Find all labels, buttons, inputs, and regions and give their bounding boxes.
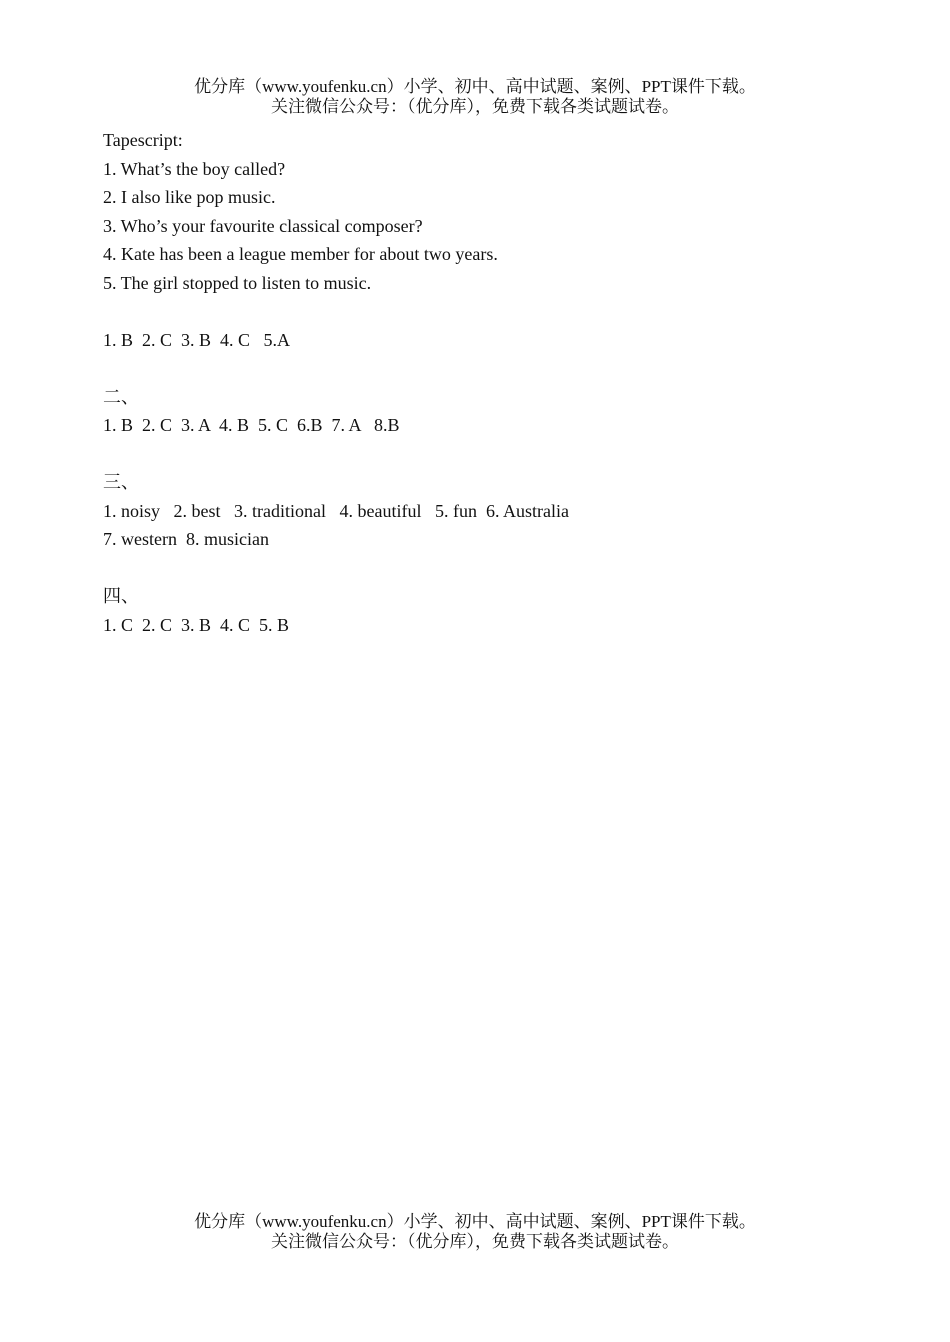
section4-answers: 1. C 2. C 3. B 4. C 5. B [103, 614, 290, 635]
spacer [103, 440, 863, 469]
section1-answers: 1. B 2. C 3. B 4. C 5.A [103, 329, 291, 350]
footer-line-2: 关注微信公众号：（优分库），免费下载各类试题试卷。 [271, 1232, 679, 1251]
spacer [103, 354, 863, 383]
tapescript-title: Tapescript: [103, 130, 183, 150]
section3-answers-line-2: 7. western 8. musician [103, 529, 269, 549]
tapescript-item: 3. Who’s your favourite classical composer? [103, 215, 423, 236]
page-header [0, 77, 950, 117]
tapescript-item: 2. I also like pop music. [103, 187, 276, 207]
tapescript-item: 4. Kate has been a league member for about two years. [103, 244, 498, 264]
section4-heading: 四、 [103, 586, 139, 606]
footer-line-1: 优分库（www.youfenku.cn）小学、初中、高中试题、案例、PPT课件下载。 [194, 1212, 756, 1231]
spacer [103, 554, 863, 583]
header-line-2: 关注微信公众号：（优分库），免费下载各类试题试卷。 [271, 97, 679, 116]
page-footer [0, 1212, 950, 1252]
section3-heading: 三、 [103, 472, 139, 492]
section2-answers: 1. B 2. C 3. A 4. B 5. C 6.B 7. A 8.B [103, 415, 400, 435]
tapescript-item: 5. The girl stopped to listen to music. [103, 272, 372, 293]
header-line-1: 优分库（www.youfenku.cn）小学、初中、高中试题、案例、PPT课件下载。 [194, 77, 756, 96]
section3-answers-line-1: 1. noisy 2. best 3. traditional 4. beautiful 5. fun 6. Australia [103, 500, 569, 521]
tapescript-item: 1. What’s the boy called? [103, 158, 286, 179]
spacer [103, 297, 863, 326]
section2-heading: 二、 [103, 386, 139, 407]
answer-key-content [103, 126, 863, 639]
